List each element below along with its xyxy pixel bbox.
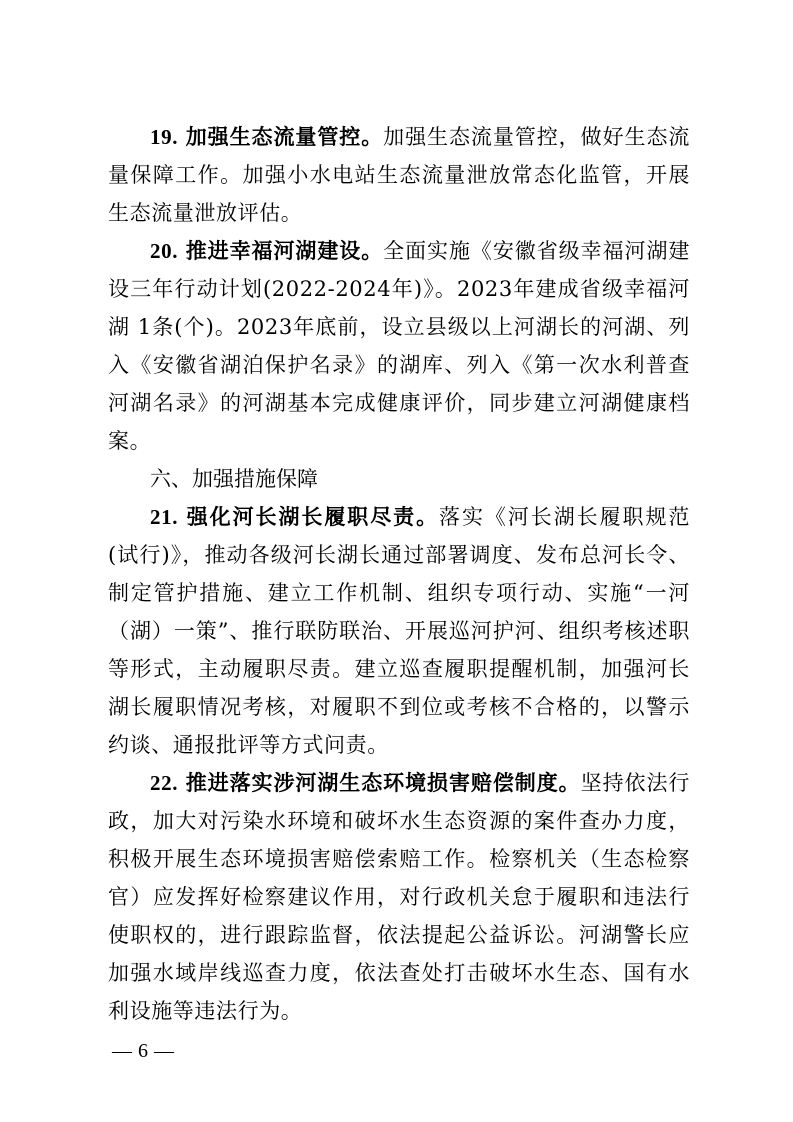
item-body: 落实《河长湖长履职规范(试行)》，推动各级河长湖长通过部署调度、发布总河长令、制定管护措施、建立工作机制、组织专项行动、实施“一河（湖）一策”、推行联防联治、开展巡河护河、组织考核述职等形式，主动履职尽责。建立巡查履职提醒机制，加强河长湖长履职情况考核，对履职不到位或考核不合格的，以警示约谈、通报批评等方式问责。	[108, 505, 690, 757]
paragraph-22	[108, 764, 690, 1030]
item-lead: 强化河长湖长履职尽责。	[186, 505, 440, 529]
paragraph-20	[108, 232, 690, 460]
item-lead: 推进幸福河湖建设。	[185, 239, 384, 263]
section-heading: 六、加强措施保障	[150, 467, 318, 491]
page-number: — 6 —	[112, 1040, 175, 1062]
item-number: 19.	[150, 125, 179, 149]
paragraph-19	[108, 118, 690, 232]
item-number: 20.	[150, 239, 179, 263]
item-lead: 加强生态流量管控。	[185, 125, 384, 149]
item-number: 21.	[150, 505, 179, 529]
item-body: 坚持依法行政，加大对污染水环境和破坏水生态资源的案件查办力度，积极开展生态环境损害赔偿索赔工作。检察机关（生态检察官）应发挥好检察建议作用，对行政机关怠于履职和违法行使职权的，进行跟踪监督，依法提起公益诉讼。河湖警长应加强水域岸线巡查力度，依法查处打击破坏水生态、国有水利设施等违法行为。	[108, 771, 690, 1023]
item-lead: 推进落实涉河湖生态环境损害赔偿制度。	[185, 771, 581, 795]
item-body: 加强生态流量管控，做好生态流量保障工作。加强小水电站生态流量泄放常态化监管，开展生态流量泄放评估。	[108, 125, 690, 225]
document-body	[108, 118, 690, 1030]
item-number: 22.	[150, 771, 179, 795]
item-body: 全面实施《安徽省级幸福河湖建设三年行动计划(2022-2024年)》。2023年建成省级幸福河湖 1条(个)。2023年底前，设立县级以上河湖长的河湖、列入《安徽省湖泊保护名录》的湖库、列入《第一次水利普查河湖名录》的河湖基本完成健康评价，同步建立河湖健康档案。	[108, 239, 690, 453]
paragraph-21	[108, 498, 690, 764]
